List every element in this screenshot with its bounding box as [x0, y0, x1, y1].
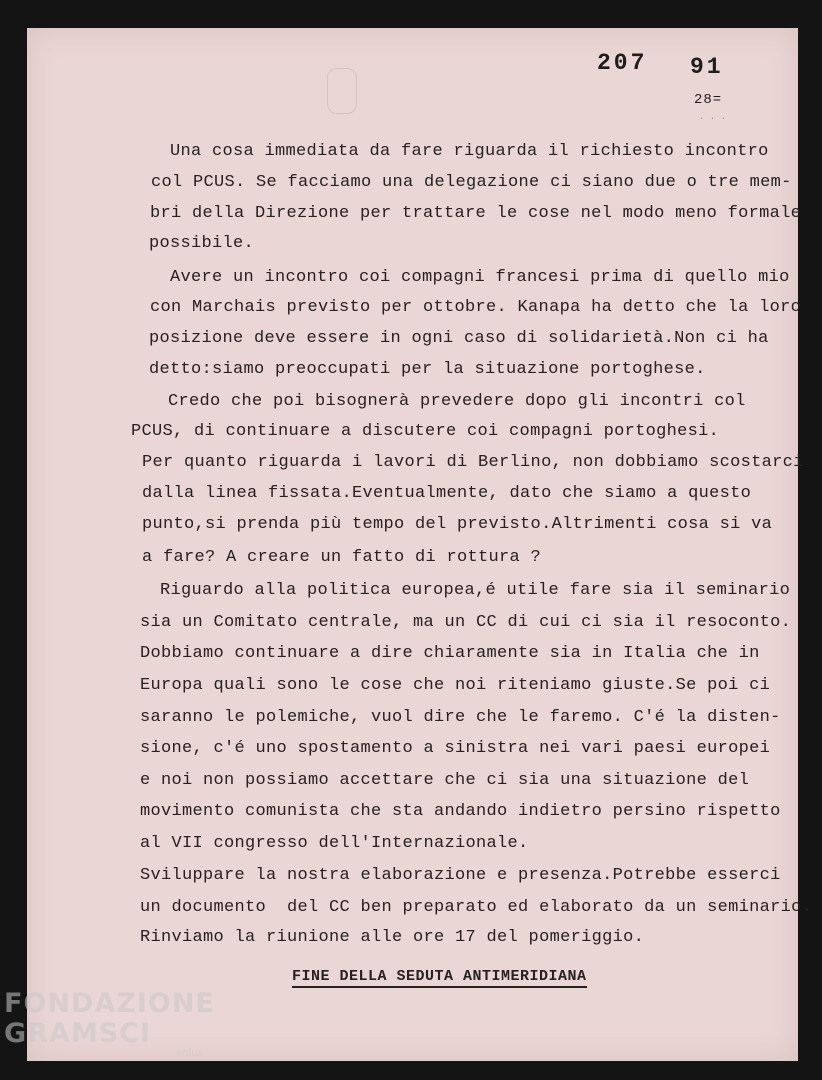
text-line: posizione deve essere in ogni caso di solidarietà.Non ci ha	[149, 329, 769, 348]
text-line: Sviluppare la nostra elaborazione e presenza.Potrebbe esserci	[140, 866, 781, 885]
text-line: dalla linea fissata.Eventualmente, dato che siamo a questo	[142, 484, 752, 503]
text-line: Una cosa immediata da fare riguarda il richiesto incontro	[170, 142, 769, 161]
text-line: saranno le polemiche, vuol dire che le faremo. C'é la disten-	[140, 708, 781, 727]
text-line: al VII congresso dell'Internazionale.	[140, 834, 529, 853]
text-line: Avere un incontro coi compagni francesi prima di quello mio	[170, 268, 790, 287]
text-line: col PCUS. Se facciamo una delegazione ci siano due o tre mem-	[151, 173, 792, 192]
watermark-line-2: GRAMSCI	[4, 1018, 152, 1049]
text-line: Per quanto riguarda i lavori di Berlino, non dobbiamo scostarci	[142, 453, 804, 472]
text-line: a fare? A creare un fatto di rottura ?	[142, 548, 542, 567]
closing-title: FINE DELLA SEDUTA ANTIMERIDIANA	[292, 968, 587, 988]
page-number-sub: 28=	[694, 92, 723, 108]
text-line: un documento del CC ben preparato ed elaborato da un seminario.	[140, 898, 813, 917]
tick-marks: . . .	[699, 112, 727, 122]
text-line: con Marchais previsto per ottobre. Kanapa ha detto che la loro	[150, 298, 802, 317]
watermark-line-3: onlus	[176, 1048, 203, 1059]
text-line: sia un Comitato centrale, ma un CC di cui ci sia il resoconto.	[140, 613, 792, 632]
text-line: punto,si prenda più tempo del previsto.Altrimenti cosa si va	[142, 515, 773, 534]
text-line: Credo che poi bisognerà prevedere dopo gli incontri col	[168, 392, 746, 411]
text-line: possibile.	[149, 234, 255, 253]
text-line: Rinviamo la riunione alle ore 17 del pomeriggio.	[140, 928, 645, 947]
text-line: Riguardo alla politica europea,é utile fare sia il seminario	[160, 581, 791, 600]
text-line: e noi non possiamo accettare che ci sia una situazione del	[140, 771, 750, 790]
page-number-primary: 207	[597, 50, 648, 76]
watermark-line-1: FONDAZIONE	[4, 988, 215, 1019]
text-line: movimento comunista che sta andando indietro persino rispetto	[140, 802, 781, 821]
typewritten-page	[27, 28, 813, 1061]
text-line: Europa quali sono le cose che noi riteniamo giuste.Se poi ci	[140, 676, 771, 695]
text-line: bri della Direzione per trattare le cose nel modo meno formale	[150, 204, 802, 223]
page-number-secondary: 91	[690, 54, 724, 80]
text-line: sione, c'é uno spostamento a sinistra nei vari paesi europei	[140, 739, 771, 758]
text-line: detto:siamo preoccupati per la situazione portoghese.	[149, 360, 706, 379]
typed-body	[27, 28, 813, 1061]
text-line: Dobbiamo continuare a dire chiaramente sia in Italia che in	[140, 644, 760, 663]
text-line: PCUS, di continuare a discutere coi compagni portoghesi.	[131, 422, 720, 441]
